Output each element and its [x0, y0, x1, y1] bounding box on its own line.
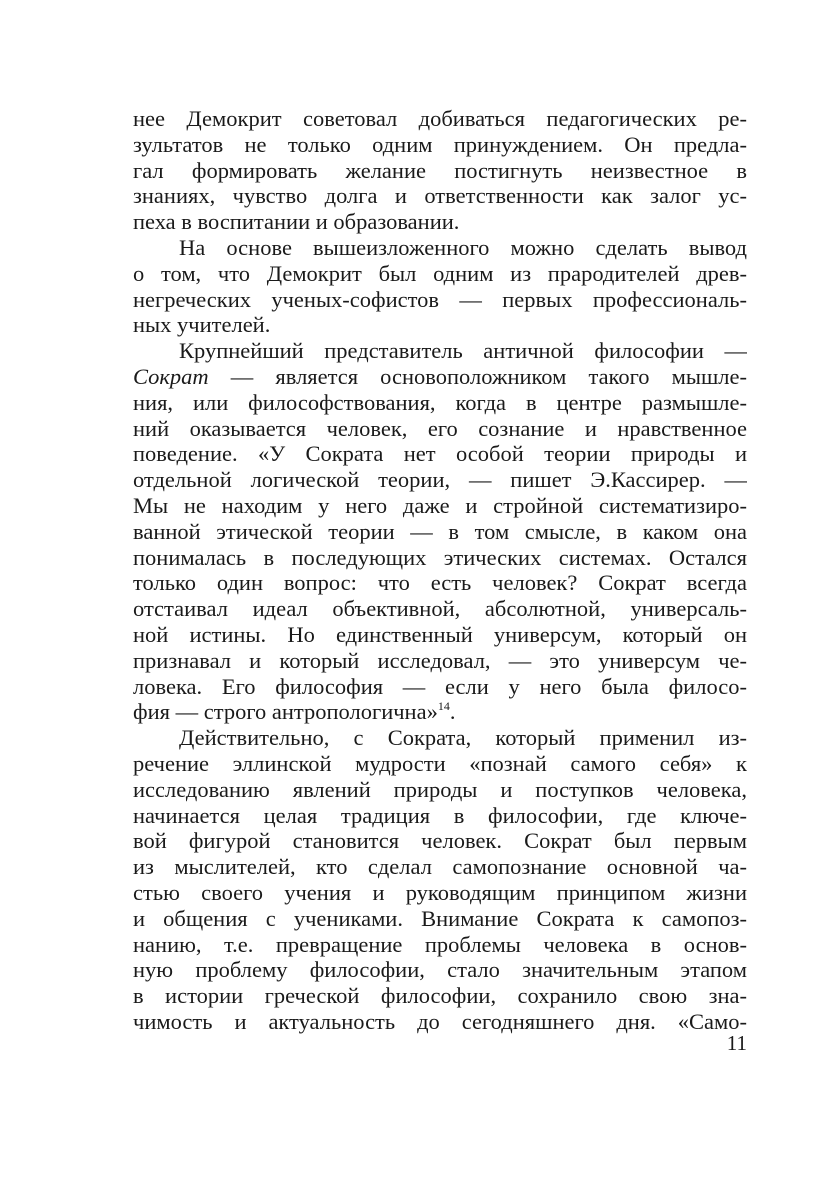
text-line: вой фигурой становится человек. Сократ был первым [133, 828, 747, 854]
socrates-name-italic: Сократ [133, 363, 209, 389]
text-line: речение эллинской мудрости «познай самого себя» к [133, 750, 747, 776]
text-line: начинается целая традиция в философии, где ключе- [133, 802, 747, 828]
text-line: стью своего учения и руководящим принципом жизни [133, 879, 747, 905]
text-line: Мы не находим у него даже и стройной систематизиро- [133, 492, 747, 518]
text-line: понималась в последующих этических системах. Остался [133, 544, 747, 570]
body-text [133, 106, 747, 1035]
text-line-rest: — является основоположником такого мышле- [230, 363, 747, 389]
text-line: ных учителей. [133, 312, 271, 338]
text-line [133, 699, 747, 725]
text-line: признавал и который исследовал, — это универсум че- [133, 647, 747, 673]
text-line: ний оказывается человек, его сознание и нравственное [133, 415, 747, 441]
text-line: ловека. Его философия — если у него была филосо- [133, 673, 747, 699]
text-line: ную проблему философии, стало значительным этапом [133, 957, 747, 983]
text-line: нее Демокрит советовал добиваться педагогических ре- [133, 106, 747, 131]
text-line: ной истины. Но единственный универсум, который он [133, 621, 747, 647]
text-line: ванной этической теории — в том смысле, в каком она [133, 518, 747, 544]
text-line-main: фия — строго антропологична» [133, 699, 438, 725]
text-line: пеха в воспитании и образовании. [133, 209, 460, 235]
text-line: из мыслителей, кто сделал самопознание основной ча- [133, 854, 747, 880]
text-line: о том, что Демокрит был одним из прародителей древ- [133, 260, 747, 286]
text-line: нанию, т.е. превращение проблемы человека в основ- [133, 931, 747, 957]
text-line: чимость и актуальность до сегодняшнего дня. «Само- [133, 1008, 747, 1034]
text-line: ния, или философствования, когда в центре размышле- [133, 389, 747, 415]
text-line: гал формировать желание постигнуть неизвестное в [133, 157, 747, 183]
text-line: поведение. «У Сократа нет особой теории природы и [133, 441, 747, 467]
text-line: зультатов не только одним принуждением. Он предла- [133, 131, 747, 157]
footnote-reference[interactable]: 14 [437, 699, 450, 714]
text-line: и общения с учениками. Внимание Сократа к самопоз- [133, 905, 747, 931]
text-line: исследованию явлений природы и поступков человека, [133, 776, 747, 802]
text-line: Крупнейший представитель античной философии — [179, 338, 747, 364]
text-line: в истории греческой философии, сохранило свою зна- [133, 983, 747, 1009]
text-line: только один вопрос: что есть человек? Сократ всегда [133, 570, 747, 596]
text-line: отстаивал идеал объективной, абсолютной, универсаль- [133, 596, 747, 622]
text-line: знаниях, чувство долга и ответственности как залог ус- [133, 183, 747, 209]
sentence-end: . [449, 699, 456, 725]
text-line: Действительно, с Сократа, который применил из- [179, 725, 747, 751]
text-line [133, 364, 747, 390]
text-line: негреческих ученых-софистов — первых профессиональ- [133, 286, 747, 312]
text-line: отдельной логической теории, — пишет Э.Кассирер. — [133, 467, 747, 493]
text-line: На основе вышеизложенного можно сделать вывод [179, 234, 747, 260]
page-number: 11 [726, 1031, 747, 1055]
